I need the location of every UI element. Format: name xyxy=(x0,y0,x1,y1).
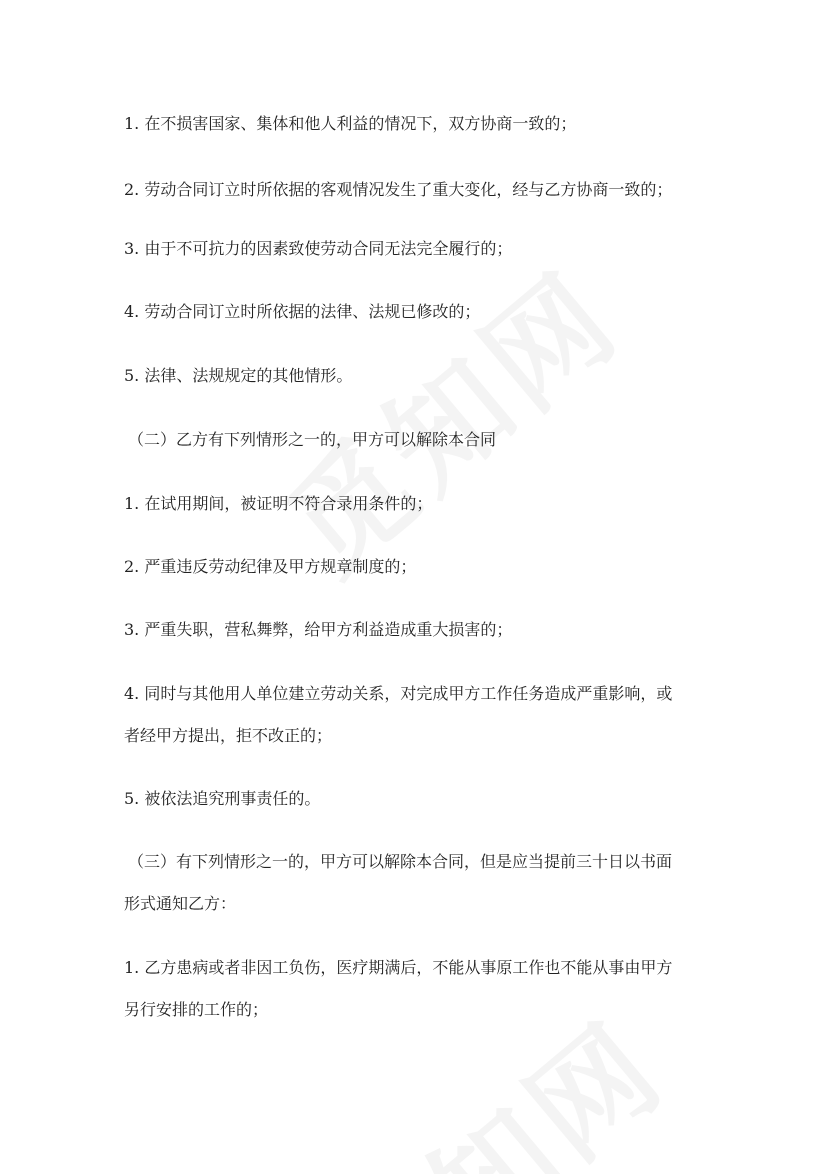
clause-item-3: 3. 严重失职，营私舞弊，给甲方利益造成重大损害的； xyxy=(124,620,513,639)
clause-item-5: 5. 被依法追究刑事责任的。 xyxy=(124,789,321,808)
clause-item-1: 1. 在不损害国家、集体和他人利益的情况下，双方协商一致的； xyxy=(124,114,577,133)
section-heading-3: （三）有下列情形之一的，甲方可以解除本合同，但是应当提前三十日以书面 xyxy=(128,852,673,871)
watermark xyxy=(245,227,650,606)
section-heading-2: （二）乙方有下列情形之一的，甲方可以解除本合同 xyxy=(128,430,497,449)
clause-item-1: 1. 乙方患病或者非因工负伤，医疗期满后，不能从事原工作也不能从事由甲方 xyxy=(124,958,673,977)
clause-item-1-continued: 另行安排的工作的； xyxy=(124,1000,269,1019)
clause-item-5: 5. 法律、法规规定的其他情形。 xyxy=(124,366,353,385)
section-heading-3-continued: 形式通知乙方： xyxy=(124,894,237,913)
clause-item-2: 2. 严重违反劳动纪律及甲方规章制度的； xyxy=(124,557,417,576)
watermark xyxy=(290,977,695,1174)
clause-item-4: 4. 同时与其他用人单位建立劳动关系，对完成甲方工作任务造成严重影响，或 xyxy=(124,684,673,703)
clause-item-3: 3. 由于不可抗力的因素致使劳动合同无法完全履行的； xyxy=(124,239,513,258)
clause-item-4: 4. 劳动合同订立时所依据的法律、法规已修改的； xyxy=(124,302,481,321)
clause-item-2: 2. 劳动合同订立时所依据的客观情况发生了重大变化，经与乙方协商一致的； xyxy=(124,180,673,199)
clause-item-1: 1. 在试用期间，被证明不符合录用条件的； xyxy=(124,494,433,513)
clause-item-4-continued: 者经甲方提出，拒不改正的； xyxy=(124,726,333,745)
